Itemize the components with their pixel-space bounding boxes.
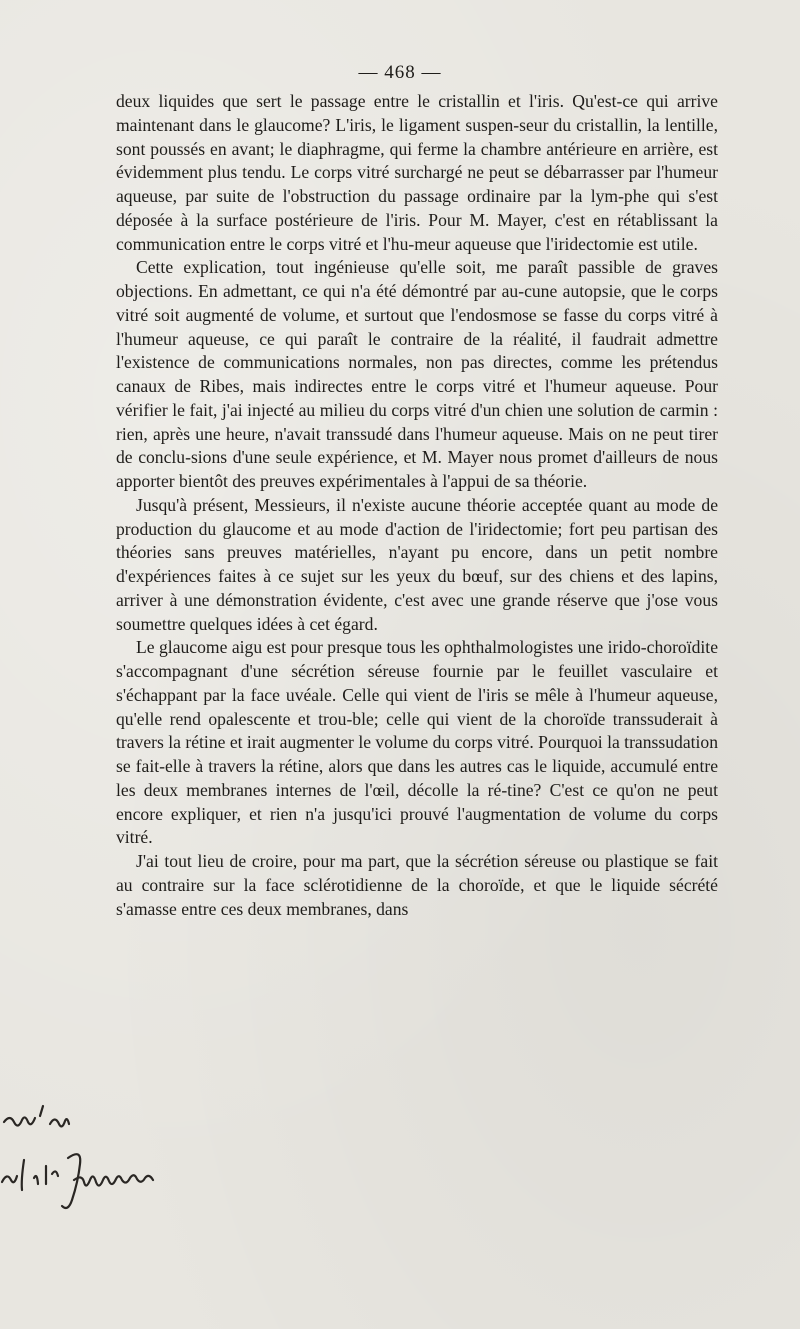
page-number: — 468 — [358,62,442,83]
body-text [116,90,718,921]
handwriting-scribble [0,1090,190,1230]
paragraph-4: Le glaucome aigu est pour presque tous les ophthalmologistes une irido-choroïdite s'accompagnant d'une sécrétion séreuse fournie par le feuillet vasculaire et s'échappant par la face uvéale. Celle qui vient de l'iris se mêle à l'humeur aqueuse, qu'elle rend opalescente et trou-ble; celle qui vient de la choroïde transsuderait à travers la rétine et irait augmenter le volume du corps vitré. Pourquoi la transsudation se fait-elle à travers la rétine, alors que dans les autres cas le liquide, accumulé entre les deux membranes internes de l'œil, décolle la ré-tine? C'est ce qu'on ne peut encore expliquer, et rien n'a jusqu'ici prouvé l'augmentation de volume du corps vitré. [116,637,718,848]
paragraph-1: deux liquides que sert le passage entre le cristallin et l'iris. Qu'est-ce qui arrive maintenant dans le glaucome? L'iris, le ligament suspen-seur du cristallin, la lentille, sont poussés en avant; le diaphragme, qui ferme la chambre antérieure en arrière, est évidemment plus tendu. Le corps vitré surchargé ne peut se débarrasser par l'humeur aqueuse, par suite de l'obstruction du passage ordinaire par la lym-phe qui s'est déposée à la surface postérieure de l'iris. Pour M. Mayer, c'est en rétablissant la communication entre le corps vitré et l'hu-meur aqueuse que l'iridectomie est utile. [116,91,718,254]
paragraph-2: Cette explication, tout ingénieuse qu'elle soit, me paraît passible de graves objections. En admettant, ce qui n'a été démontré par au-cune autopsie, que le corps vitré soit augmenté de volume, et surtout que l'endosmose se fasse du corps vitré à l'humeur aqueuse, ce qui paraît le contraire de la réalité, il faudrait admettre l'existence de communications normales, non pas directes, comme les prétendus canaux de Ribes, mais indirectes entre le corps vitré et l'humeur aqueuse. Pour vérifier le fait, j'ai injecté au milieu du corps vitré d'un chien une solution de carmin : rien, après une heure, n'avait transsudé dans l'humeur aqueuse. Mais on ne peut tirer de conclu-sions d'une seule expérience, et M. Mayer nous promet d'ailleurs de nous apporter bientôt des preuves expérimentales à l'appui de sa théorie. [116,257,718,491]
paragraph-3: Jusqu'à présent, Messieurs, il n'existe aucune théorie acceptée quant au mode de production du glaucome et au mode d'action de l'iridectomie; fort peu partisan des théories sans preuves matérielles, n'ayant pu encore, dans un petit nombre d'expériences faites à ce sujet sur les yeux du bœuf, sur des chiens et des lapins, arriver à une démonstration évidente, c'est avec une grande réserve que j'ose vous soumettre quelques idées à cet égard. [116,494,718,634]
handwritten-margin-note [0,1090,190,1230]
paragraph-5: J'ai tout lieu de croire, pour ma part, que la sécrétion séreuse ou plastique se fait au contraire sur la face sclérotidienne de la choroïde, et que le liquide sécrété s'amasse entre ces deux membranes, dans [116,851,718,919]
